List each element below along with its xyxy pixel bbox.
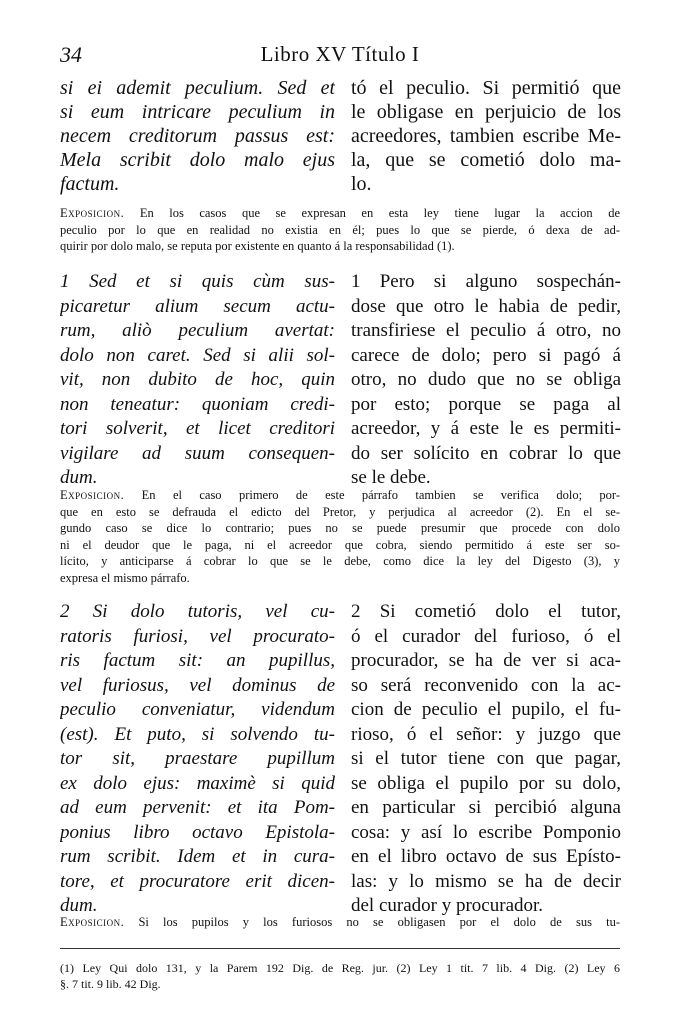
parallel-section-1: [60, 270, 625, 488]
spanish-line: so será reconvenido con la ac-: [351, 674, 621, 696]
note-line: Si los pupilos y los furiosos no se obligasen por el dolo de sus tu-: [138, 915, 620, 929]
spanish-line: cosa: y así lo escribe Pomponio: [351, 821, 621, 843]
commentary-note-2: [60, 914, 620, 931]
spanish-column-2: [351, 600, 621, 919]
spanish-line: en particular si percibió alguna: [351, 797, 621, 818]
parallel-section-0: [60, 76, 625, 198]
latin-line: dum.: [60, 467, 98, 488]
spanish-line: 1 Pero si alguno sospechán-: [351, 271, 621, 292]
spanish-line: del curador y procurador.: [351, 895, 544, 916]
spanish-line: dose que otro le habia de pedir,: [351, 295, 621, 317]
spanish-line: carece de dolo; pero si pagó á: [351, 344, 621, 366]
latin-line: tori solverit, et licet creditori: [60, 418, 335, 439]
footnote-line: §. 7 tit. 9 lib. 42 Dig.: [60, 977, 161, 991]
spanish-line: acreedores, tambien escribe Me-: [351, 125, 621, 147]
latin-line: vit, non dubito de hoc, quin: [60, 369, 335, 390]
latin-line: tore, et procuratore erit dicen-: [60, 870, 335, 892]
spanish-line: cion de peculio el pupilo, el fu-: [351, 699, 621, 720]
note-line: quirir por dolo malo, se reputa por existente en quanto á la responsabilidad (1).: [60, 239, 455, 253]
spanish-line: tó el peculio. Si permitió que: [351, 77, 621, 99]
latin-line: rum, aliò peculium avertat:: [60, 320, 335, 341]
note-line: que en esto se defrauda el edicto del Pretor, y perjudica al acreedor (2). En el se-: [60, 504, 620, 519]
latin-line: dolo non caret. Sed si alii sol-: [60, 344, 335, 366]
running-title: Libro XV Título I: [260, 42, 420, 66]
spanish-line: acreedor, y á este le es permiti-: [351, 418, 621, 439]
note-label: Exposicion.: [60, 206, 125, 220]
latin-line: vigilare ad suum consequen-: [60, 442, 335, 464]
spanish-column-0: [351, 76, 621, 196]
latin-line: non teneatur: quoniam credi-: [60, 393, 335, 415]
spanish-line: si el tutor tiene con que pagar,: [351, 748, 621, 769]
latin-line: vel furiosus, vel dominus de: [60, 674, 335, 696]
note-line: lícito, y anticiparse á cobrar lo que se le debe, como dice la ley del Digesto (3), y: [60, 554, 620, 568]
spanish-line: se le debe.: [351, 467, 431, 488]
latin-line: ex dolo ejus: maximè si quid: [60, 772, 335, 794]
latin-line: si ei ademit peculium. Sed et: [60, 77, 335, 99]
spanish-line: en el libro octavo de sus Epísto-: [351, 846, 621, 867]
note-line: expresa el mismo párrafo.: [60, 570, 190, 585]
footnote-rule: [60, 948, 620, 949]
latin-line: ad eum pervenit: et ita Pom-: [60, 797, 335, 818]
spanish-line: rioso, ó el señor: y juzgo que: [351, 723, 621, 745]
latin-line: necem creditorum passus est:: [60, 125, 335, 147]
spanish-line: ó el curador del furioso, ó el: [351, 625, 621, 647]
latin-line: tor sit, praestare pupillum: [60, 748, 335, 769]
latin-column-0: [60, 76, 335, 196]
latin-line: dum.: [60, 895, 98, 916]
latin-line: ratoris furiosi, vel procurato-: [60, 625, 335, 647]
latin-column-1: [60, 270, 335, 491]
parallel-section-2: [60, 600, 625, 916]
latin-line: peculio conveniatur, videndum: [60, 699, 335, 720]
spanish-line: do ser solícito en cobrar lo que: [351, 442, 621, 464]
spanish-line: transfiriese el peculio á otro, no: [351, 320, 621, 341]
latin-line: Mela scribit dolo malo ejus: [60, 149, 335, 171]
spanish-line: le obligase en perjuicio de los: [351, 101, 621, 123]
spanish-line: las: y lo mismo se ha de decir: [351, 870, 621, 892]
page-number: 34: [60, 42, 82, 67]
note-line: peculio por lo que en realidad no existia en él; pues lo que se pierde, ó dexa de ad-: [60, 222, 620, 237]
latin-line: ris factum sit: an pupillus,: [60, 650, 335, 671]
note-label: Exposicion.: [60, 915, 125, 929]
note-line: gundo caso se dice lo contrario; pues no se puede presumir que procede con dolo: [60, 521, 620, 535]
latin-line: picaretur alium secum actu-: [60, 295, 335, 317]
note-line: ni el deudor que le paga, ni el acreedor que cobra, siendo permitido á este ser so-: [60, 537, 620, 552]
spanish-line: lo.: [351, 173, 372, 195]
latin-line: factum.: [60, 173, 120, 195]
commentary-note-1: [60, 487, 620, 586]
note-line: En los casos que se expresan en esta ley tiene lugar la accion de: [139, 206, 620, 220]
spanish-line: otro, no dudo que no se obliga: [351, 369, 621, 390]
latin-line: 2 Si dolo tutoris, vel cu-: [60, 601, 335, 622]
latin-column-2: [60, 600, 335, 919]
commentary-note-0: [60, 205, 620, 255]
spanish-line: 2 Si cometió dolo el tutor,: [351, 601, 621, 622]
latin-line: si eum intricare peculium in: [60, 101, 335, 123]
latin-line: ponius libro octavo Epistola-: [60, 821, 335, 843]
page-header: [60, 42, 620, 72]
footnote-line: (1) Ley Qui dolo 131, y la Parem 192 Dig. de Reg. jur. (2) Ley 1 tit. 7 lib. 4 Dig. (2) Ley 6: [60, 961, 620, 975]
note-label: Exposicion.: [60, 488, 125, 502]
latin-line: (est). Et puto, si solvendo tu-: [60, 723, 335, 745]
latin-line: rum scribit. Idem et in cura-: [60, 846, 335, 867]
spanish-line: la, que se cometió dolo ma-: [351, 149, 621, 171]
spanish-line: por esto; porque se paga al: [351, 393, 621, 415]
note-line: En el caso primero de este párrafo tambien se verifica dolo; por-: [141, 488, 620, 502]
spanish-line: se obliga el pupilo por su dolo,: [351, 772, 621, 794]
spanish-column-1: [351, 270, 621, 491]
footnotes: [60, 960, 620, 992]
latin-line: 1 Sed et si quis cùm sus-: [60, 271, 335, 292]
spanish-line: procurador, se ha de ver si aca-: [351, 650, 621, 671]
